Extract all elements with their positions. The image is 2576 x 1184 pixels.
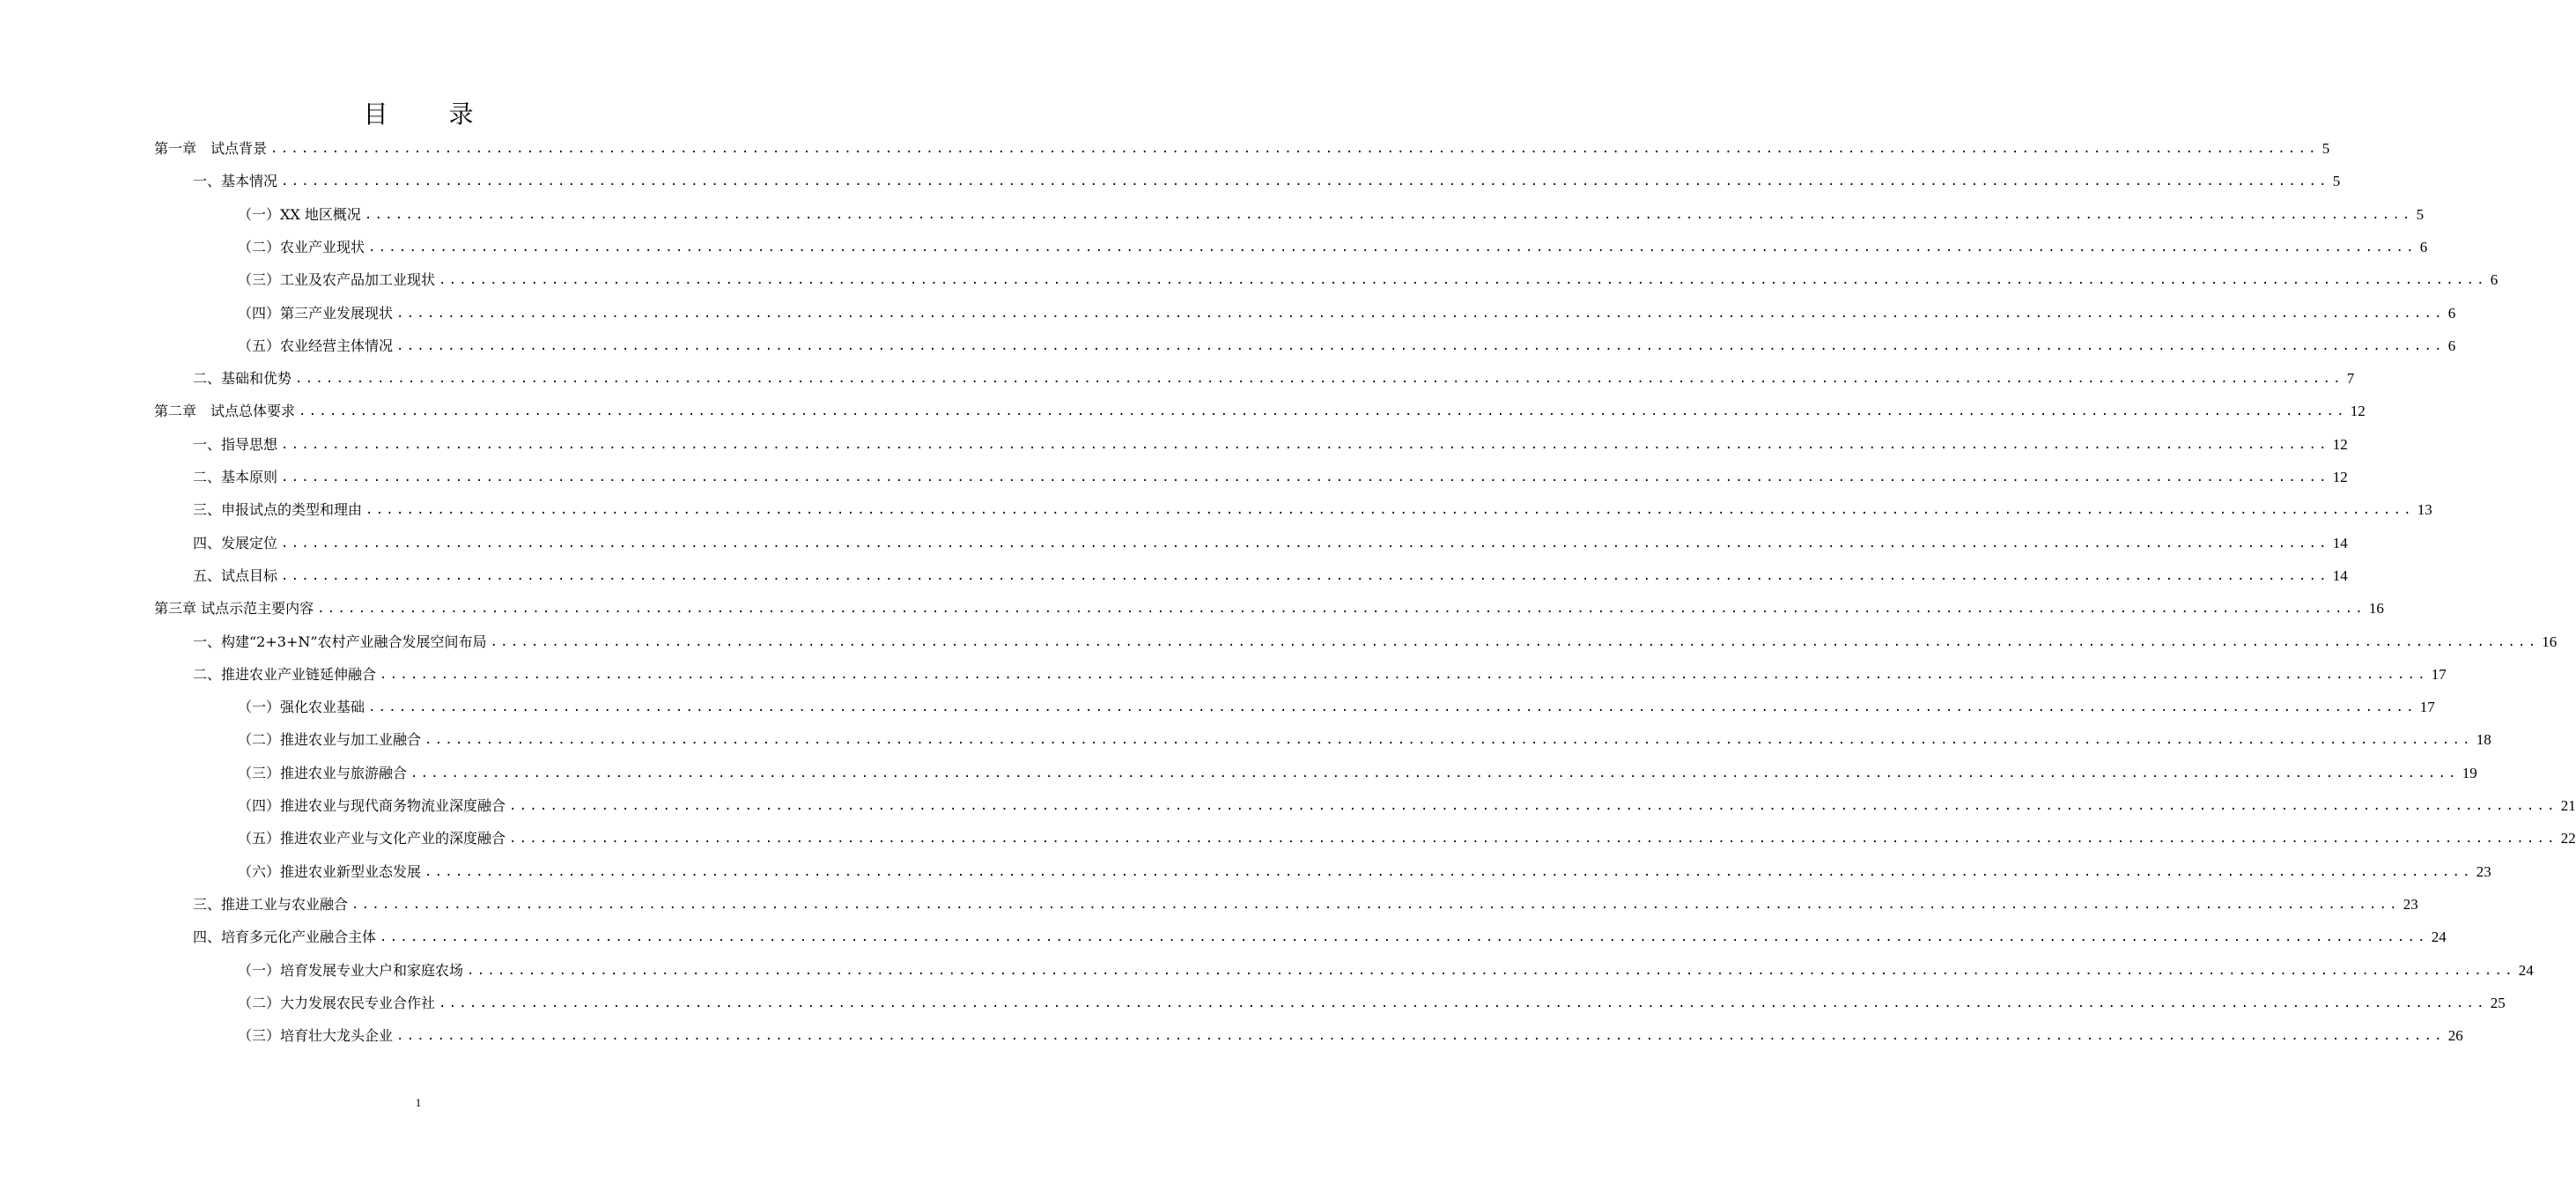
toc-entry[interactable]	[238, 202, 2425, 228]
toc-entry-label: 一、指导思想	[193, 435, 278, 453]
toc-leader-dots: ........................................................................................................................................................................................................	[396, 338, 2445, 353]
toc-entry[interactable]	[238, 333, 2456, 359]
toc-entry-label: （六）推进农业新型业态发展	[238, 862, 422, 880]
toc-entry-label: 三、推进工业与农业融合	[193, 895, 349, 913]
toc-entry-page: 12	[2332, 435, 2348, 453]
toc-title: 目 录	[363, 100, 500, 129]
toc-entry-page: 14	[2332, 566, 2348, 584]
toc-entry-page: 12	[2332, 469, 2348, 485]
toc-leader-dots: ........................................................................................................................................................................................................	[270, 142, 2319, 156]
toc-entry-label: 二、基础和优势	[193, 370, 292, 388]
toc-leader-dots: ........................................................................................................................................................................................................	[351, 897, 2400, 912]
toc-entry-page: 26	[2447, 1027, 2463, 1045]
toc-entry[interactable]	[154, 398, 2366, 425]
toc-entry-label: 四、发展定位	[193, 534, 278, 551]
toc-entry-page: 7	[2346, 370, 2355, 388]
toc-entry-page: 6	[2419, 238, 2428, 255]
toc-leader-dots: ........................................................................................................................................................................................................	[299, 404, 2347, 419]
toc-leader-dots: ........................................................................................................................................................................................................	[368, 240, 2417, 255]
toc-entry-label: 第二章 试点总体要求	[154, 403, 296, 420]
toc-entry-label: 一、基本情况	[193, 173, 278, 190]
toc-leader-dots: ........................................................................................................................................................................................................	[467, 963, 2515, 978]
toc-entry-label: （一）强化农业基础	[238, 699, 365, 716]
toc-entry-label: （三）推进农业与旅游融合	[238, 764, 408, 781]
toc-leader-dots: ........................................................................................................................................................................................................	[281, 174, 2329, 189]
toc-entry-label: （二）农业产业现状	[238, 238, 365, 255]
toc-entry-page: 12	[2350, 403, 2366, 420]
toc-entry-label: 五、试点目标	[193, 566, 278, 584]
toc-leader-dots: ........................................................................................................................................................................................................	[295, 372, 2343, 387]
toc-entry[interactable]	[238, 234, 2428, 261]
toc-entry-label: （三）培育壮大龙头企业	[238, 1027, 394, 1045]
toc-entry[interactable]	[238, 990, 2506, 1017]
toc-entry[interactable]	[238, 1023, 2463, 1049]
toc-entry[interactable]	[238, 825, 2576, 852]
toc-entry-label: 二、基本原则	[193, 469, 278, 485]
toc-leader-dots: ........................................................................................................................................................................................................	[380, 930, 2428, 945]
toc-entry-page: 17	[2419, 699, 2435, 716]
toc-entry-page: 18	[2476, 731, 2491, 749]
toc-entry[interactable]	[193, 432, 2348, 458]
toc-entry-page: 21	[2560, 797, 2576, 814]
toc-entry-page: 14	[2332, 534, 2348, 551]
toc-entry[interactable]	[193, 497, 2432, 523]
toc-entry[interactable]	[193, 366, 2355, 392]
toc-entry-label: 第一章 试点背景	[154, 140, 268, 157]
toc-entry-label: （二）大力发展农民专业合作社	[238, 994, 436, 1011]
toc-entry[interactable]	[193, 629, 2558, 655]
toc-entry-page: 13	[2417, 501, 2432, 519]
toc-entry-page: 5	[2332, 173, 2341, 190]
toc-entry[interactable]	[238, 267, 2498, 293]
toc-leader-dots: ........................................................................................................................................................................................................	[424, 733, 2473, 748]
toc-leader-dots: ........................................................................................................................................................................................................	[424, 864, 2473, 879]
toc-leader-dots: ........................................................................................................................................................................................................	[410, 766, 2459, 781]
toc-entry[interactable]	[154, 596, 2384, 622]
toc-entry-page: 6	[2447, 337, 2456, 354]
toc-entry[interactable]	[193, 924, 2447, 951]
toc-entry-label: 二、推进农业产业链延伸融合	[193, 665, 377, 683]
toc-entry-page: 5	[2321, 140, 2330, 157]
toc-entry-page: 16	[2368, 600, 2384, 618]
toc-entry[interactable]	[238, 300, 2456, 327]
toc-entry[interactable]	[154, 136, 2330, 162]
toc-leader-dots: ........................................................................................................................................................................................................	[380, 667, 2428, 682]
toc-leader-dots: ........................................................................................................................................................................................................	[439, 995, 2487, 1010]
toc-entry[interactable]	[238, 793, 2576, 819]
toc-leader-dots: ........................................................................................................................................................................................................	[396, 306, 2445, 321]
toc-entry-label: 一、构建“2+3+N”农村产业融合发展空间布局	[193, 633, 487, 650]
toc-leader-dots: ........................................................................................................................................................................................................	[281, 437, 2329, 452]
toc-entry-page: 23	[2403, 895, 2418, 913]
toc-entry-label: （五）农业经营主体情况	[238, 337, 394, 354]
toc-entry[interactable]	[193, 892, 2418, 918]
toc-entry[interactable]	[193, 530, 2348, 557]
toc-entry-page: 23	[2476, 862, 2491, 880]
toc-entry[interactable]	[193, 563, 2348, 589]
toc-entry[interactable]	[193, 662, 2447, 688]
toc-leader-dots: ........................................................................................................................................................................................................	[396, 1029, 2445, 1044]
toc-entry-label: （四）第三产业发展现状	[238, 304, 394, 322]
toc-leader-dots: ........................................................................................................................................................................................................	[281, 568, 2329, 583]
toc-entry-label: 第三章 试点示范主要内容	[154, 600, 314, 618]
toc-leader-dots: ........................................................................................................................................................................................................	[364, 207, 2413, 222]
toc-entry-page: 25	[2490, 994, 2506, 1011]
toc-entry-label: 三、申报试点的类型和理由	[193, 501, 363, 519]
toc-entry[interactable]	[238, 859, 2491, 885]
toc-entry-label: （三）工业及农产品加工业现状	[238, 271, 436, 289]
toc-entry-page: 24	[2431, 929, 2447, 946]
page-number: 1	[415, 1096, 422, 1109]
toc-entry-label: 四、培育多元化产业融合主体	[193, 929, 377, 946]
toc-leader-dots: ........................................................................................................................................................................................................	[317, 602, 2366, 617]
toc-entry-page: 6	[2490, 271, 2498, 289]
toc-entry[interactable]	[238, 694, 2435, 721]
toc-leader-dots: ........................................................................................................................................................................................................	[439, 273, 2487, 288]
toc-entry[interactable]	[193, 464, 2348, 491]
toc-leader-dots: ........................................................................................................................................................................................................	[490, 634, 2539, 649]
toc-leader-dots: ........................................................................................................................................................................................................	[509, 799, 2558, 813]
toc-entry[interactable]	[238, 958, 2534, 984]
toc-leader-dots: ........................................................................................................................................................................................................	[368, 700, 2417, 715]
toc-entry[interactable]	[193, 168, 2341, 195]
toc-entry-page: 24	[2518, 961, 2534, 979]
toc-entry-label: （四）推进农业与现代商务物流业深度融合	[238, 797, 506, 814]
toc-leader-dots: ........................................................................................................................................................................................................	[281, 470, 2329, 485]
toc-entry-page: 6	[2447, 304, 2456, 322]
toc-entry-page: 22	[2560, 830, 2576, 847]
toc-entry-page: 17	[2431, 665, 2447, 683]
toc-entry-label: （五）推进农业产业与文化产业的深度融合	[238, 830, 506, 847]
toc-entry-page: 19	[2462, 764, 2477, 781]
toc-entry-page: 16	[2542, 633, 2558, 650]
toc-leader-dots: ........................................................................................................................................................................................................	[365, 503, 2414, 518]
toc-entry[interactable]	[238, 727, 2491, 753]
toc-leader-dots: ........................................................................................................................................................................................................	[281, 536, 2329, 551]
toc-entry-label: （二）推进农业与加工业融合	[238, 731, 422, 749]
toc-entry-label: （一）XX 地区概况	[238, 205, 361, 223]
toc-entry[interactable]	[238, 760, 2477, 787]
toc-leader-dots: ........................................................................................................................................................................................................	[509, 832, 2558, 847]
toc-entry-label: （一）培育发展专业大户和家庭农场	[238, 961, 464, 979]
toc-entry-page: 5	[2416, 205, 2425, 223]
